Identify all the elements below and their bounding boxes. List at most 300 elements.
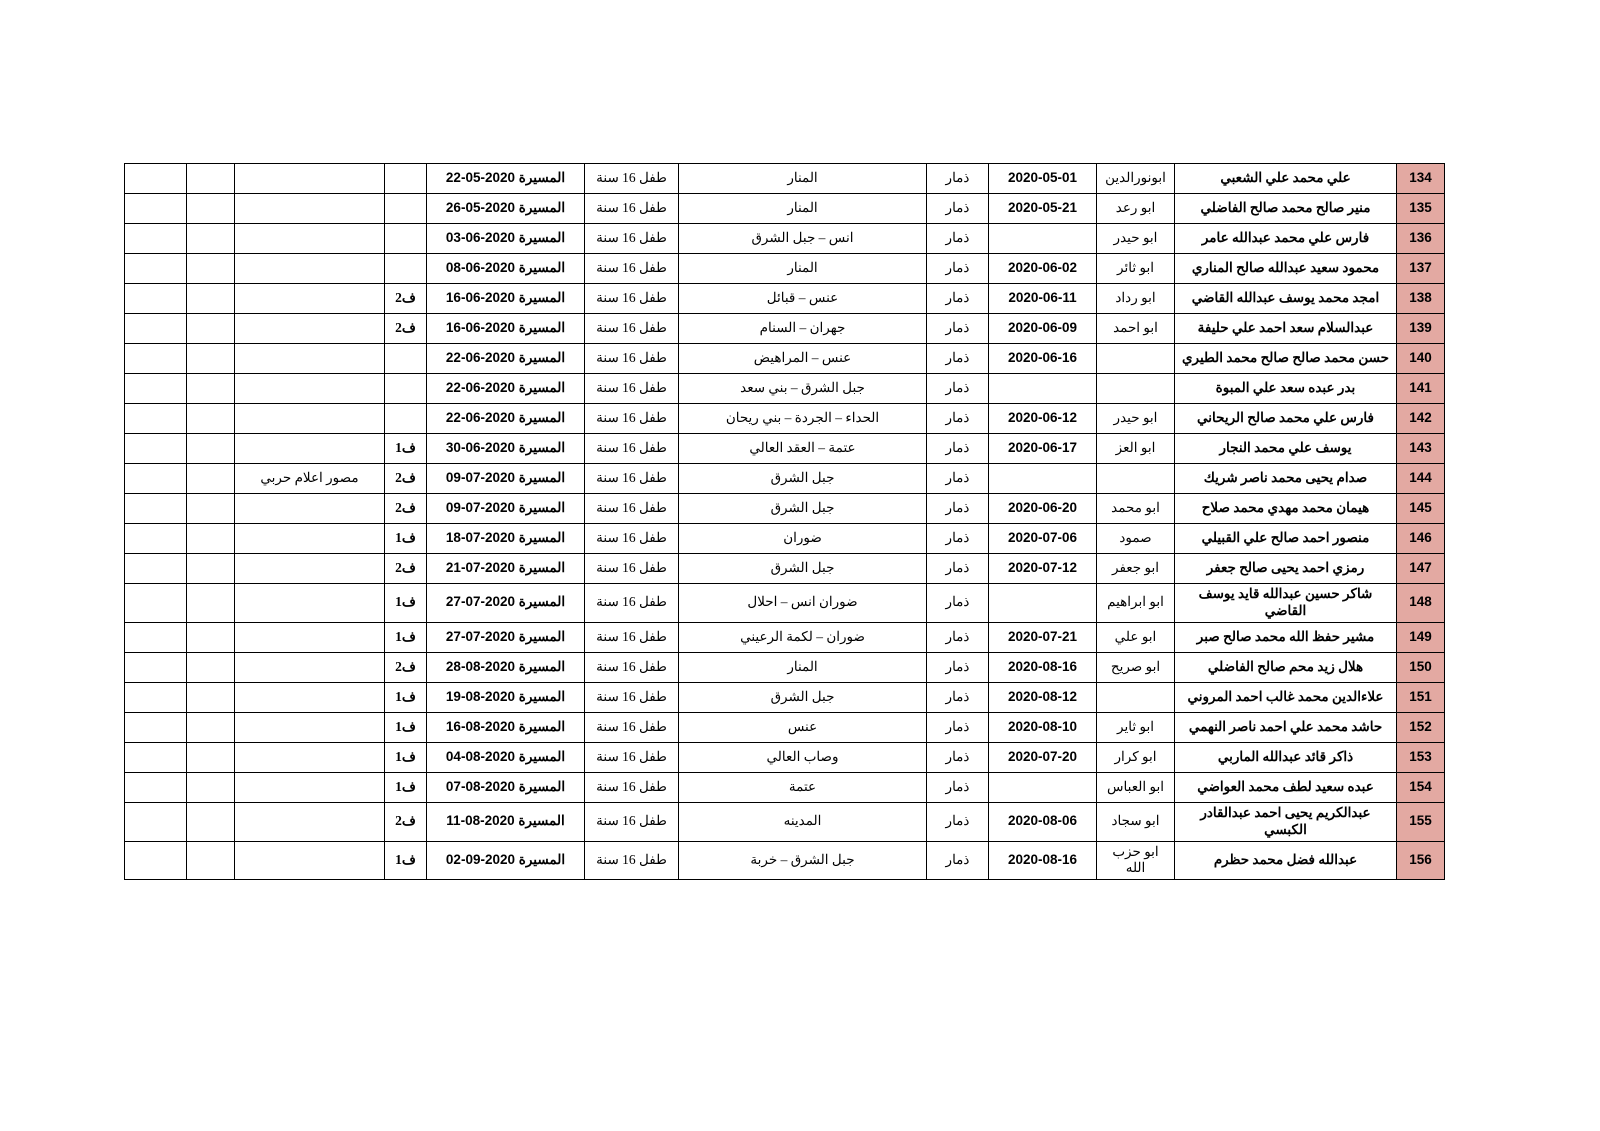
row-area: المنار: [679, 652, 927, 682]
row-unit: ف1: [385, 841, 427, 880]
row-extra-2: [125, 194, 187, 224]
row-kunya: ابو رداد: [1097, 284, 1175, 314]
records-table: [124, 163, 1445, 880]
row-extra-2: [125, 464, 187, 494]
row-date-event-label: المسيرة: [518, 748, 566, 764]
row-extra-2: [125, 584, 187, 623]
row-kunya: ابو جعفر: [1097, 554, 1175, 584]
row-extra-2: [125, 682, 187, 712]
row-date-event: [427, 374, 585, 404]
row-date-event-value: 2020-06-16: [445, 320, 516, 336]
row-name: هلال زيد محم صالح الفاضلي: [1175, 652, 1397, 682]
row-date-birth: [989, 464, 1097, 494]
row-media: [235, 164, 385, 194]
row-extra-1: [187, 434, 235, 464]
row-date-birth: 2020-06-09: [989, 314, 1097, 344]
row-media: [235, 494, 385, 524]
table-row: [125, 554, 1445, 584]
row-name: بدر عبده سعد علي المبوة: [1175, 374, 1397, 404]
row-media: [235, 742, 385, 772]
row-date-birth: 2020-06-16: [989, 344, 1097, 374]
row-date-event-value: 2020-09-02: [445, 851, 516, 867]
row-date-event-value: 2020-05-26: [445, 200, 516, 216]
row-name: ذاكر قائد عبدالله الماربي: [1175, 742, 1397, 772]
row-index: 144: [1397, 464, 1445, 494]
row-extra-1: [187, 284, 235, 314]
row-unit: ف2: [385, 652, 427, 682]
row-index: 136: [1397, 224, 1445, 254]
row-date-event-label: المسيرة: [518, 688, 566, 704]
row-unit: ف1: [385, 712, 427, 742]
table-row: [125, 224, 1445, 254]
row-index: 156: [1397, 841, 1445, 880]
row-extra-2: [125, 712, 187, 742]
row-media: [235, 434, 385, 464]
row-governorate: ذمار: [927, 584, 989, 623]
row-governorate: ذمار: [927, 344, 989, 374]
row-date-event: [427, 772, 585, 802]
row-date-birth: [989, 374, 1097, 404]
row-kunya: ابو ثائر: [1097, 254, 1175, 284]
row-governorate: ذمار: [927, 224, 989, 254]
row-extra-1: [187, 742, 235, 772]
row-date-event-value: 2020-06-30: [445, 440, 516, 456]
row-name: محمود سعيد عبدالله صالح المناري: [1175, 254, 1397, 284]
row-extra-1: [187, 554, 235, 584]
row-index: 141: [1397, 374, 1445, 404]
row-description: طفل 16 سنة: [585, 494, 679, 524]
row-unit: ف1: [385, 524, 427, 554]
row-extra-1: [187, 772, 235, 802]
row-unit: [385, 374, 427, 404]
row-governorate: ذمار: [927, 374, 989, 404]
row-index: 151: [1397, 682, 1445, 712]
row-extra-1: [187, 494, 235, 524]
row-date-event: [427, 194, 585, 224]
row-date-birth: 2020-06-02: [989, 254, 1097, 284]
row-date-event-value: 2020-07-21: [445, 560, 516, 576]
row-area: ضوران – لكمة الرعيني: [679, 622, 927, 652]
row-date-birth: 2020-08-10: [989, 712, 1097, 742]
table-row: [125, 194, 1445, 224]
row-date-event: [427, 344, 585, 374]
row-date-birth: [989, 772, 1097, 802]
row-description: طفل 16 سنة: [585, 524, 679, 554]
row-media: [235, 622, 385, 652]
row-description: طفل 16 سنة: [585, 464, 679, 494]
row-area: جبل الشرق: [679, 494, 927, 524]
row-governorate: ذمار: [927, 494, 989, 524]
table-row: [125, 802, 1445, 841]
row-date-event-label: المسيرة: [518, 813, 565, 829]
row-unit: [385, 344, 427, 374]
row-name: صدام يحيى محمد ناصر شريك: [1175, 464, 1397, 494]
row-date-event: [427, 404, 585, 434]
row-area: الحداء – الجردة – بني ريحان: [679, 404, 927, 434]
table-row: [125, 652, 1445, 682]
row-description: طفل 16 سنة: [585, 742, 679, 772]
row-kunya: [1097, 682, 1175, 712]
row-governorate: ذمار: [927, 284, 989, 314]
row-extra-2: [125, 224, 187, 254]
row-date-birth: 2020-06-20: [989, 494, 1097, 524]
table-row: [125, 682, 1445, 712]
row-media: [235, 404, 385, 434]
table-row: [125, 712, 1445, 742]
row-extra-2: [125, 404, 187, 434]
row-date-event-value: 2020-06-22: [445, 350, 516, 366]
row-area: المدينه: [679, 802, 927, 841]
row-index: 142: [1397, 404, 1445, 434]
row-governorate: ذمار: [927, 712, 989, 742]
row-area: عنس – قبائل: [679, 284, 927, 314]
row-description: طفل 16 سنة: [585, 841, 679, 880]
row-date-event: [427, 712, 585, 742]
table-row: [125, 164, 1445, 194]
row-governorate: ذمار: [927, 742, 989, 772]
row-extra-1: [187, 712, 235, 742]
records-table-body: [125, 164, 1445, 880]
row-date-birth: 2020-07-20: [989, 742, 1097, 772]
row-date-event-value: 2020-07-27: [445, 628, 516, 644]
row-name: حسن محمد صالح صالح محمد الطيري: [1175, 344, 1397, 374]
row-governorate: ذمار: [927, 254, 989, 284]
row-governorate: ذمار: [927, 314, 989, 344]
row-index: 135: [1397, 194, 1445, 224]
row-unit: [385, 194, 427, 224]
row-kunya: [1097, 464, 1175, 494]
row-date-birth: 2020-07-12: [989, 554, 1097, 584]
row-kunya: ابونورالدين: [1097, 164, 1175, 194]
row-date-event: [427, 524, 585, 554]
row-extra-2: [125, 494, 187, 524]
row-name: فارس علي محمد صالح الريحاني: [1175, 404, 1397, 434]
row-date-birth: [989, 224, 1097, 254]
row-name: علاءالدين محمد غالب احمد المروني: [1175, 682, 1397, 712]
row-date-event-value: 2020-07-18: [445, 530, 516, 546]
row-date-birth: 2020-08-16: [989, 841, 1097, 880]
row-area: المنار: [679, 194, 927, 224]
row-name: امجد محمد يوسف عبدالله القاضي: [1175, 284, 1397, 314]
row-media: [235, 652, 385, 682]
row-governorate: ذمار: [927, 194, 989, 224]
row-description: طفل 16 سنة: [585, 772, 679, 802]
row-date-birth: 2020-07-06: [989, 524, 1097, 554]
row-date-event-label: المسيرة: [518, 170, 566, 186]
row-description: طفل 16 سنة: [585, 164, 679, 194]
row-description: طفل 16 سنة: [585, 224, 679, 254]
row-media: [235, 284, 385, 314]
row-media: [235, 224, 385, 254]
records-table-container: [125, 163, 1445, 880]
row-description: طفل 16 سنة: [585, 404, 679, 434]
row-date-event-label: المسيرة: [518, 851, 566, 867]
row-date-event-value: 2020-05-22: [445, 170, 516, 186]
row-extra-1: [187, 194, 235, 224]
row-media: [235, 374, 385, 404]
row-date-event: [427, 742, 585, 772]
row-extra-2: [125, 434, 187, 464]
row-date-event-label: المسيرة: [518, 290, 566, 306]
row-date-birth: 2020-08-16: [989, 652, 1097, 682]
row-media: [235, 682, 385, 712]
row-date-event-label: المسيرة: [518, 658, 566, 674]
table-row: [125, 742, 1445, 772]
row-name: منير صالح محمد صالح الفاضلي: [1175, 194, 1397, 224]
row-name: يوسف علي محمد النجار: [1175, 434, 1397, 464]
row-unit: [385, 254, 427, 284]
row-date-event-label: المسيرة: [518, 594, 566, 610]
row-extra-2: [125, 772, 187, 802]
row-name: حاشد محمد علي احمد ناصر النهمي: [1175, 712, 1397, 742]
row-media: [235, 772, 385, 802]
row-description: طفل 16 سنة: [585, 712, 679, 742]
row-kunya: [1097, 344, 1175, 374]
row-description: طفل 16 سنة: [585, 374, 679, 404]
row-date-birth: 2020-05-01: [989, 164, 1097, 194]
row-date-birth: 2020-06-11: [989, 284, 1097, 314]
row-date-event-label: المسيرة: [518, 718, 566, 734]
row-index: 149: [1397, 622, 1445, 652]
row-kunya: ابو علي: [1097, 622, 1175, 652]
row-index: 139: [1397, 314, 1445, 344]
row-index: 146: [1397, 524, 1445, 554]
row-name: عبدالسلام سعد احمد علي حليفة: [1175, 314, 1397, 344]
row-description: طفل 16 سنة: [585, 434, 679, 464]
table-row: [125, 374, 1445, 404]
row-date-event-value: 2020-07-09: [445, 500, 516, 516]
row-media: [235, 841, 385, 880]
row-date-event: [427, 554, 585, 584]
row-extra-2: [125, 374, 187, 404]
row-date-event-label: المسيرة: [518, 230, 566, 246]
row-name: عبدالله فضل محمد حظرم: [1175, 841, 1397, 880]
row-unit: ف1: [385, 742, 427, 772]
table-row: [125, 622, 1445, 652]
row-date-event-label: المسيرة: [518, 320, 566, 336]
row-index: 148: [1397, 584, 1445, 623]
row-media: [235, 194, 385, 224]
row-kunya: ابو ثاير: [1097, 712, 1175, 742]
table-row: [125, 584, 1445, 623]
row-date-event-label: المسيرة: [518, 440, 566, 456]
row-extra-2: [125, 802, 187, 841]
row-date-birth: 2020-08-12: [989, 682, 1097, 712]
row-area: عتمة – العقد العالي: [679, 434, 927, 464]
row-date-event: [427, 841, 585, 880]
row-date-event: [427, 584, 585, 623]
row-area: المنار: [679, 254, 927, 284]
row-kunya: ابو العز: [1097, 434, 1175, 464]
row-extra-1: [187, 374, 235, 404]
row-extra-2: [125, 841, 187, 880]
row-date-birth: 2020-06-12: [989, 404, 1097, 434]
row-kunya: ابو كرار: [1097, 742, 1175, 772]
row-date-event: [427, 284, 585, 314]
row-name: عبدالكريم يحيى احمد عبدالقادر الكبسي: [1175, 802, 1397, 841]
row-extra-2: [125, 164, 187, 194]
row-extra-1: [187, 622, 235, 652]
table-row: [125, 524, 1445, 554]
row-area: عنس – المراهيض: [679, 344, 927, 374]
row-media: [235, 712, 385, 742]
row-date-event-label: المسيرة: [518, 410, 566, 426]
row-unit: [385, 224, 427, 254]
row-kunya: ابو العباس: [1097, 772, 1175, 802]
row-date-event-label: المسيرة: [518, 500, 566, 516]
row-date-event-label: المسيرة: [518, 470, 566, 486]
row-date-event-label: المسيرة: [518, 380, 566, 396]
row-unit: ف1: [385, 622, 427, 652]
row-unit: [385, 404, 427, 434]
row-media: [235, 314, 385, 344]
table-row: [125, 434, 1445, 464]
row-extra-2: [125, 344, 187, 374]
row-date-event: [427, 314, 585, 344]
row-extra-2: [125, 254, 187, 284]
row-description: طفل 16 سنة: [585, 314, 679, 344]
row-extra-2: [125, 652, 187, 682]
row-description: طفل 16 سنة: [585, 584, 679, 623]
row-date-event: [427, 164, 585, 194]
row-name: علي محمد علي الشعبي: [1175, 164, 1397, 194]
row-area: عتمة: [679, 772, 927, 802]
row-date-event: [427, 682, 585, 712]
row-date-event-label: المسيرة: [518, 628, 566, 644]
row-date-event-value: 2020-08-11: [446, 813, 515, 829]
row-name: مشير حفظ الله محمد صالح صبر: [1175, 622, 1397, 652]
row-date-event-value: 2020-07-27: [445, 594, 516, 610]
row-date-event-value: 2020-06-16: [445, 290, 516, 306]
row-index: 145: [1397, 494, 1445, 524]
row-media: مصور اعلام حربي: [235, 464, 385, 494]
table-row: [125, 344, 1445, 374]
row-governorate: ذمار: [927, 772, 989, 802]
row-index: 137: [1397, 254, 1445, 284]
row-extra-2: [125, 742, 187, 772]
row-governorate: ذمار: [927, 841, 989, 880]
row-area: عنس: [679, 712, 927, 742]
row-date-birth: 2020-08-06: [989, 802, 1097, 841]
row-index: 147: [1397, 554, 1445, 584]
row-index: 155: [1397, 802, 1445, 841]
row-extra-2: [125, 524, 187, 554]
row-extra-1: [187, 584, 235, 623]
table-row: [125, 841, 1445, 880]
row-index: 150: [1397, 652, 1445, 682]
row-kunya: ابو رعد: [1097, 194, 1175, 224]
row-date-event-label: المسيرة: [518, 200, 566, 216]
row-area: ضوران انس – احلال: [679, 584, 927, 623]
row-index: 140: [1397, 344, 1445, 374]
row-area: جبل الشرق: [679, 554, 927, 584]
row-area: جبل الشرق – بني سعد: [679, 374, 927, 404]
row-date-birth: 2020-06-17: [989, 434, 1097, 464]
row-governorate: ذمار: [927, 164, 989, 194]
row-unit: ف1: [385, 772, 427, 802]
row-governorate: ذمار: [927, 622, 989, 652]
row-kunya: ابو حيدر: [1097, 404, 1175, 434]
row-date-event-value: 2020-07-09: [445, 470, 516, 486]
row-extra-2: [125, 622, 187, 652]
row-date-event: [427, 464, 585, 494]
row-index: 152: [1397, 712, 1445, 742]
row-date-birth: [989, 584, 1097, 623]
row-unit: ف2: [385, 494, 427, 524]
row-extra-1: [187, 841, 235, 880]
row-kunya: [1097, 374, 1175, 404]
row-name: شاكر حسين عبدالله قايد يوسف القاضي: [1175, 584, 1397, 623]
row-date-event-value: 2020-08-04: [445, 748, 516, 764]
row-kunya: ابو سجاد: [1097, 802, 1175, 841]
row-date-event-label: المسيرة: [518, 350, 566, 366]
row-description: طفل 16 سنة: [585, 652, 679, 682]
row-date-event-value: 2020-08-16: [445, 718, 516, 734]
row-index: 138: [1397, 284, 1445, 314]
row-area: جهران – السنام: [679, 314, 927, 344]
row-unit: ف1: [385, 682, 427, 712]
table-row: [125, 254, 1445, 284]
row-date-event-label: المسيرة: [518, 778, 566, 794]
row-date-event-label: المسيرة: [518, 560, 566, 576]
row-unit: ف1: [385, 584, 427, 623]
row-index: 154: [1397, 772, 1445, 802]
row-extra-1: [187, 224, 235, 254]
row-date-event-value: 2020-08-19: [445, 688, 516, 704]
row-media: [235, 584, 385, 623]
row-extra-1: [187, 164, 235, 194]
row-governorate: ذمار: [927, 652, 989, 682]
row-extra-2: [125, 314, 187, 344]
row-date-event: [427, 494, 585, 524]
row-extra-1: [187, 254, 235, 284]
row-area: وصاب العالي: [679, 742, 927, 772]
row-date-event-label: المسيرة: [518, 260, 566, 276]
row-name: منصور احمد صالح علي القبيلي: [1175, 524, 1397, 554]
row-date-event: [427, 802, 585, 841]
row-area: انس – جبل الشرق: [679, 224, 927, 254]
row-extra-1: [187, 344, 235, 374]
row-governorate: ذمار: [927, 802, 989, 841]
table-row: [125, 772, 1445, 802]
row-unit: ف1: [385, 434, 427, 464]
row-unit: ف2: [385, 314, 427, 344]
row-date-event-value: 2020-08-28: [445, 658, 516, 674]
table-row: [125, 284, 1445, 314]
row-media: [235, 554, 385, 584]
row-unit: ف2: [385, 464, 427, 494]
row-kunya: ابو ابراهيم: [1097, 584, 1175, 623]
row-area: جبل الشرق: [679, 464, 927, 494]
table-row: [125, 464, 1445, 494]
row-description: طفل 16 سنة: [585, 622, 679, 652]
row-extra-1: [187, 464, 235, 494]
row-media: [235, 524, 385, 554]
row-area: جبل الشرق – خربة: [679, 841, 927, 880]
row-kunya: ابو صريح: [1097, 652, 1175, 682]
row-media: [235, 254, 385, 284]
row-kunya: ابو حيدر: [1097, 224, 1175, 254]
row-name: عبده سعيد لطف محمد العواضي: [1175, 772, 1397, 802]
row-date-event-value: 2020-06-22: [445, 380, 516, 396]
row-kunya: ابو احمد: [1097, 314, 1175, 344]
row-description: طفل 16 سنة: [585, 554, 679, 584]
row-kunya: ابو حزب الله: [1097, 841, 1175, 880]
row-index: 134: [1397, 164, 1445, 194]
table-row: [125, 314, 1445, 344]
row-index: 143: [1397, 434, 1445, 464]
row-unit: [385, 164, 427, 194]
